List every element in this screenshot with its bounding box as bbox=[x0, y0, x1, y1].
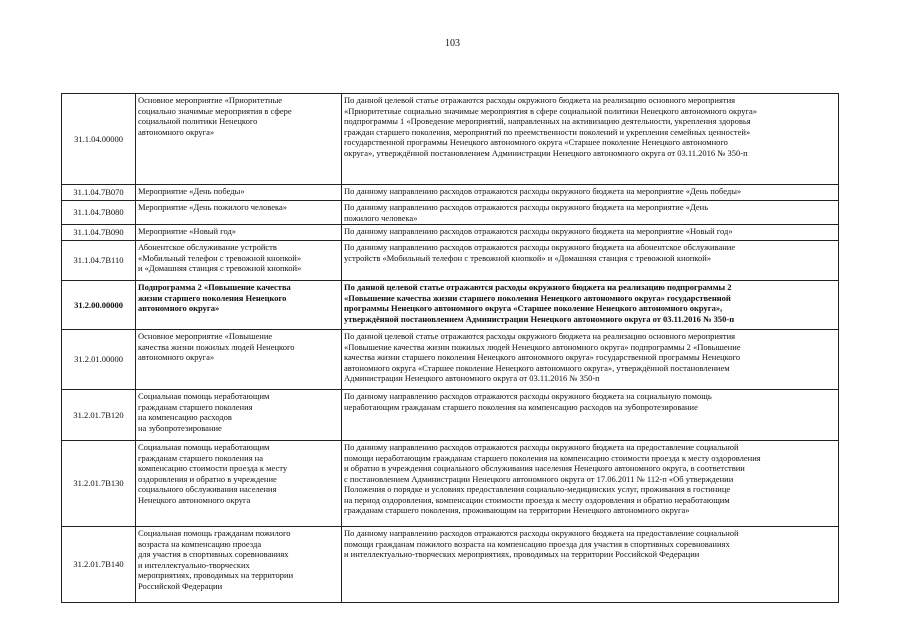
target-article-description bbox=[342, 94, 839, 185]
target-article-name bbox=[136, 330, 342, 390]
target-article-name bbox=[136, 527, 342, 603]
description-line: с постановлением Администрации Ненецкого автономного округа от 17.06.2011 № 112-п «Об утверждении bbox=[344, 473, 734, 484]
target-article-name bbox=[136, 390, 342, 441]
description-line: По данному направлению расходов отражаются расходы окружного бюджета на предоставление социальной bbox=[344, 528, 739, 538]
name-line: автономного округа» bbox=[138, 303, 220, 313]
target-article-code: 31.1.04.00000 bbox=[62, 94, 136, 185]
name-line: Мероприятие «День пожилого человека» bbox=[138, 202, 288, 212]
table-row bbox=[62, 225, 839, 241]
name-line: Подпрограмма 2 «Повышение качества bbox=[138, 282, 291, 292]
target-article-name bbox=[136, 441, 342, 527]
description-line: «Повышение качества жизни пожилых людей Ненецкого автономного округа» подпрограммы 2 «Повышение bbox=[344, 341, 741, 352]
name-line: на зубопротезирование bbox=[138, 422, 222, 433]
description-line: По данной целевой статье отражаются расходы окружного бюджета на реализацию подпрограммы 2 bbox=[344, 282, 732, 292]
name-line: Ненецкого автономного округа bbox=[138, 494, 251, 505]
description-line: государственной программы Ненецкого автономного округа «Старшее поколение Ненецкого автономного bbox=[344, 137, 728, 147]
description-line: По данному направлению расходов отражаются расходы окружного бюджета на абонентское обслуживание bbox=[344, 242, 736, 252]
description-line: По данному направлению расходов отражаются расходы окружного бюджета на предоставление социальной bbox=[344, 442, 739, 452]
target-article-description bbox=[342, 241, 839, 281]
target-article-name bbox=[136, 225, 342, 241]
target-article-code: 31.2.01.7В130 bbox=[62, 441, 136, 527]
name-line: гражданам старшего поколения на bbox=[138, 452, 263, 463]
table-body bbox=[62, 94, 839, 603]
target-article-code: 31.1.04.7В110 bbox=[62, 241, 136, 281]
budget-classification-table bbox=[61, 93, 839, 603]
table-row bbox=[62, 185, 839, 201]
name-line: Социальная помощь неработающим bbox=[138, 442, 270, 452]
description-line: автономного округа «Старшее поколение Ненецкого автономного округа», утверждённой постановлением bbox=[344, 362, 730, 373]
description-line: помощи неработающим гражданам старшего поколения на компенсацию стоимости проезда к месту оздоровления bbox=[344, 452, 761, 463]
target-article-description bbox=[342, 281, 839, 330]
description-line: По данному направлению расходов отражаются расходы окружного бюджета на мероприятие «День bbox=[344, 202, 709, 212]
table-row bbox=[62, 441, 839, 527]
name-line: Социальная помощь неработающим bbox=[138, 391, 270, 401]
description-line: помощи гражданам пожилого возраста на компенсацию проезда для участия в спортивных соревнованиях bbox=[344, 538, 730, 549]
name-line: Российской Федерации bbox=[138, 580, 223, 591]
target-article-name bbox=[136, 201, 342, 225]
target-article-description bbox=[342, 390, 839, 441]
description-line: Администрации Ненецкого автономного округа от 03.11.2016 № 350-п bbox=[344, 373, 600, 383]
description-line: Положения о порядке и условиях предоставления социально-медицинских услуг, проживания в гостинице bbox=[344, 484, 731, 494]
description-line: утверждённой постановлением Администрации Ненецкого автономного округа от 03.11.2016 № 350-п bbox=[344, 313, 735, 324]
description-line: неработающим гражданам старшего поколения на компенсацию расходов на зубопротезирование bbox=[344, 401, 698, 412]
description-line: «Приоритетные социально значимые мероприятия в сфере социальной политики Ненецкого автономного округа» bbox=[344, 105, 758, 116]
target-article-code: 31.2.01.7В120 bbox=[62, 390, 136, 441]
description-line: и обратно в учреждения социального обслуживания населения Ненецкого автономного округа, в соответствии bbox=[344, 463, 745, 473]
description-line: гражданам старшего поколения, проживающим на территории Ненецкого автономного округа» bbox=[344, 505, 690, 515]
page-number: 103 bbox=[445, 38, 460, 49]
name-line: социально значимые мероприятия в сфере bbox=[138, 105, 292, 116]
name-line: Мероприятие «Новый год» bbox=[138, 226, 237, 236]
name-line: мероприятиях, проводимых на территории bbox=[138, 570, 294, 580]
target-article-description bbox=[342, 527, 839, 603]
target-article-description bbox=[342, 185, 839, 201]
description-line: устройств «Мобильный телефон с тревожной кнопкой» и «Домашняя станция с тревожной кнопкой» bbox=[344, 252, 712, 263]
description-line: округа», утверждённой постановлением Администрации Ненецкого автономного округа от 03.11.2016 № 350-п bbox=[344, 147, 748, 158]
description-line: граждан старшего поколения, мероприятий по преемственности поколений и укрепления семейных ценностей» bbox=[344, 126, 751, 137]
table-row bbox=[62, 390, 839, 441]
target-article-code: 31.2.01.7В140 bbox=[62, 527, 136, 603]
name-line: и интеллектуально-творческих bbox=[138, 559, 250, 570]
target-article-code: 31.1.04.7В080 bbox=[62, 201, 136, 225]
name-line: Социальная помощь гражданам пожилого bbox=[138, 528, 291, 538]
name-line: и «Домашняя станция с тревожной кнопкой» bbox=[138, 263, 302, 273]
name-line: на компенсацию расходов bbox=[138, 412, 232, 422]
table-row bbox=[62, 241, 839, 281]
description-line: По данному направлению расходов отражаются расходы окружного бюджета на мероприятие «Новый год» bbox=[344, 226, 733, 236]
description-line: пожилого человека» bbox=[344, 212, 418, 223]
target-article-code: 31.1.04.7В090 bbox=[62, 225, 136, 241]
name-line: для участия в спортивных соревнованиях bbox=[138, 549, 289, 559]
name-line: автономного округа» bbox=[138, 126, 215, 137]
name-line: Основное мероприятие «Повышение bbox=[138, 331, 273, 341]
description-line: По данной целевой статье отражаются расходы окружного бюджета на реализацию основного мероприятия bbox=[344, 331, 736, 341]
target-article-code: 31.1.04.7В070 bbox=[62, 185, 136, 201]
target-article-name bbox=[136, 94, 342, 185]
description-line: По данному направлению расходов отражаются расходы окружного бюджета на социальную помощь bbox=[344, 391, 712, 401]
name-line: гражданам старшего поколения bbox=[138, 401, 253, 412]
target-article-name bbox=[136, 185, 342, 201]
name-line: Мероприятие «День победы» bbox=[138, 186, 245, 196]
name-line: компенсацию стоимости проезда к месту bbox=[138, 463, 288, 473]
name-line: жизни старшего поколения Ненецкого bbox=[138, 292, 287, 303]
name-line: Основное мероприятие «Приоритетные bbox=[138, 95, 283, 105]
description-line: программы Ненецкого автономного округа «Старшее поколение Ненецкого автономного округа», bbox=[344, 303, 723, 313]
target-article-name bbox=[136, 241, 342, 281]
name-line: социального обслуживания населения bbox=[138, 484, 277, 494]
description-line: качества жизни старшего поколения Ненецкого автономного округа» государственной программы Ненецкого bbox=[344, 352, 741, 362]
description-line: По данной целевой статье отражаются расходы окружного бюджета на реализацию основного мероприятия bbox=[344, 95, 736, 105]
name-line: «Мобильный телефон с тревожной кнопкой» bbox=[138, 252, 302, 263]
target-article-description bbox=[342, 330, 839, 390]
name-line: автономного округа» bbox=[138, 352, 215, 362]
description-line: на период оздоровления, компенсации стоимости проезда к месту оздоровления и обратно неработающим bbox=[344, 494, 730, 505]
description-line: По данному направлению расходов отражаются расходы окружного бюджета на мероприятие «День победы» bbox=[344, 186, 742, 196]
target-article-code: 31.2.01.00000 bbox=[62, 330, 136, 390]
target-article-description bbox=[342, 441, 839, 527]
target-article-code: 31.2.00.00000 bbox=[62, 281, 136, 330]
table-row bbox=[62, 330, 839, 390]
description-line: и интеллектуально-творческих мероприятиях, проводимых на территории Российской Федерации bbox=[344, 549, 700, 559]
table-row bbox=[62, 201, 839, 225]
table-row bbox=[62, 94, 839, 185]
name-line: Абонентское обслуживание устройств bbox=[138, 242, 277, 252]
name-line: качества жизни пожилых людей Ненецкого bbox=[138, 341, 295, 352]
name-line: возраста на компенсацию проезда bbox=[138, 538, 262, 549]
target-article-description bbox=[342, 225, 839, 241]
table-row bbox=[62, 281, 839, 330]
description-line: «Повышение качества жизни старшего поколения Ненецкого автономного округа» государственной bbox=[344, 292, 731, 303]
name-line: оздоровления и обратно в учреждение bbox=[138, 473, 277, 484]
target-article-description bbox=[342, 201, 839, 225]
target-article-name bbox=[136, 281, 342, 330]
table-row bbox=[62, 527, 839, 603]
description-line: подпрограммы 1 «Проведение мероприятий, направленных на активизацию деятельности, укрепления здоровья bbox=[344, 116, 751, 126]
name-line: социальной политики Ненецкого bbox=[138, 116, 258, 126]
